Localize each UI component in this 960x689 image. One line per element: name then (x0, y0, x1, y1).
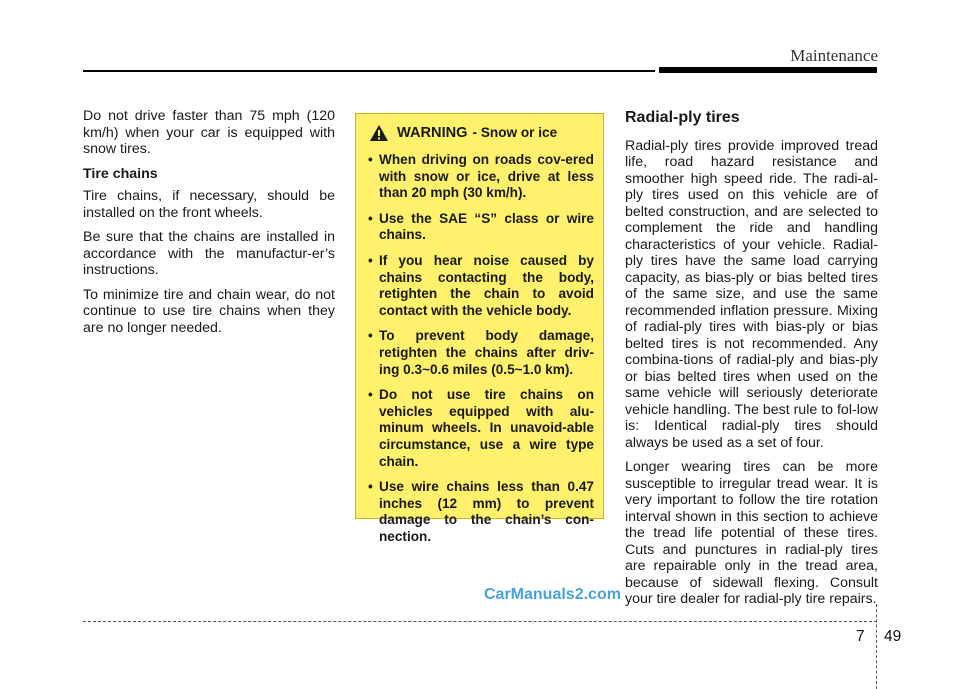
left-column (83, 108, 335, 344)
paragraph: Tire chains, if necessary, should be installed on the front wheels. (83, 188, 335, 221)
chapter-number: 7 (856, 628, 865, 645)
list-item: • When driving on roads cov-ered with snow or ice, drive at less than 20 mph (30 km/h). (365, 152, 594, 202)
warning-title: WARNING (397, 124, 468, 141)
snow-tire-speed-note: Do not drive faster than 75 mph (120 km/h) when your car is equipped with snow tires. (83, 108, 335, 157)
page-number: 49 (884, 628, 902, 645)
list-item: • Use wire chains less than 0.47 inches (12 mm) to prevent damage to the chain’s con-nection. (365, 479, 594, 545)
page-number-divider (876, 604, 877, 689)
list-item: • If you hear noise caused by chains contacting the body, retighten the chain to avoid contact with the vehicle body. (365, 253, 594, 319)
watermark-link[interactable]: CarManuals2.com (484, 586, 621, 603)
warning-box (355, 113, 604, 544)
warning-header (369, 124, 594, 142)
footer-rule (83, 621, 877, 622)
list-item: • Use the SAE “S” class or wire chains. (365, 211, 594, 244)
list-item: • Do not use tire chains on vehicles equipped with alu-minum wheels. In unavoid-able circumstance, use a wire type chain. (365, 387, 594, 470)
warning-triangle-icon (369, 124, 389, 142)
paragraph: Longer wearing tires can be more susceptible to irregular tread wear. It is very important to follow the tire rotation interval shown in this section to achieve the tread life potential of these tires. Cuts and punctures in radial-ply tires are repairable only in the tread area, because of sidewall flexing. Consult your tire dealer for radial-ply tire repairs. (625, 459, 878, 607)
radial-ply-heading: Radial-ply tires (625, 109, 740, 126)
warning-subtitle: - Snow or ice (472, 124, 558, 140)
header-rule (83, 70, 655, 72)
list-item: • To prevent body damage, retighten the chains after driv-ing 0.3~0.6 miles (0.5~1.0 km). (365, 328, 594, 378)
tire-chains-heading: Tire chains (83, 165, 158, 182)
header-rule-thick (659, 67, 877, 73)
paragraph: Radial-ply tires provide improved tread life, road hazard resistance and smoother high speed ride. The radi-al-ply tires used on this vehicle are of belted construction, and are selected to complement the ride and handling characteristics of your vehicle. Radial-ply tires have the same load carrying capacity, as bias-ply or bias belted tires of the same size, and use the same recommended inflation pressure. Mixing of radial-ply tires with bias-ply or bias belted tires is not recommended. Any combina-tions of radial-ply and bias-ply or bias belted tires when used on the same vehicle will seriously deteriorate vehicle handling. The best rule to fol-low is: Identical radial-ply tires should always be used as a set of four. (625, 137, 878, 451)
section-header-title: Maintenance (790, 46, 878, 65)
warning-list (365, 152, 594, 545)
right-column (625, 110, 878, 616)
paragraph: Be sure that the chains are installed in accordance with the manufactur-er’s instructions. (83, 229, 335, 278)
paragraph: To minimize tire and chain wear, do not continue to use tire chains when they are no longer needed. (83, 286, 335, 336)
